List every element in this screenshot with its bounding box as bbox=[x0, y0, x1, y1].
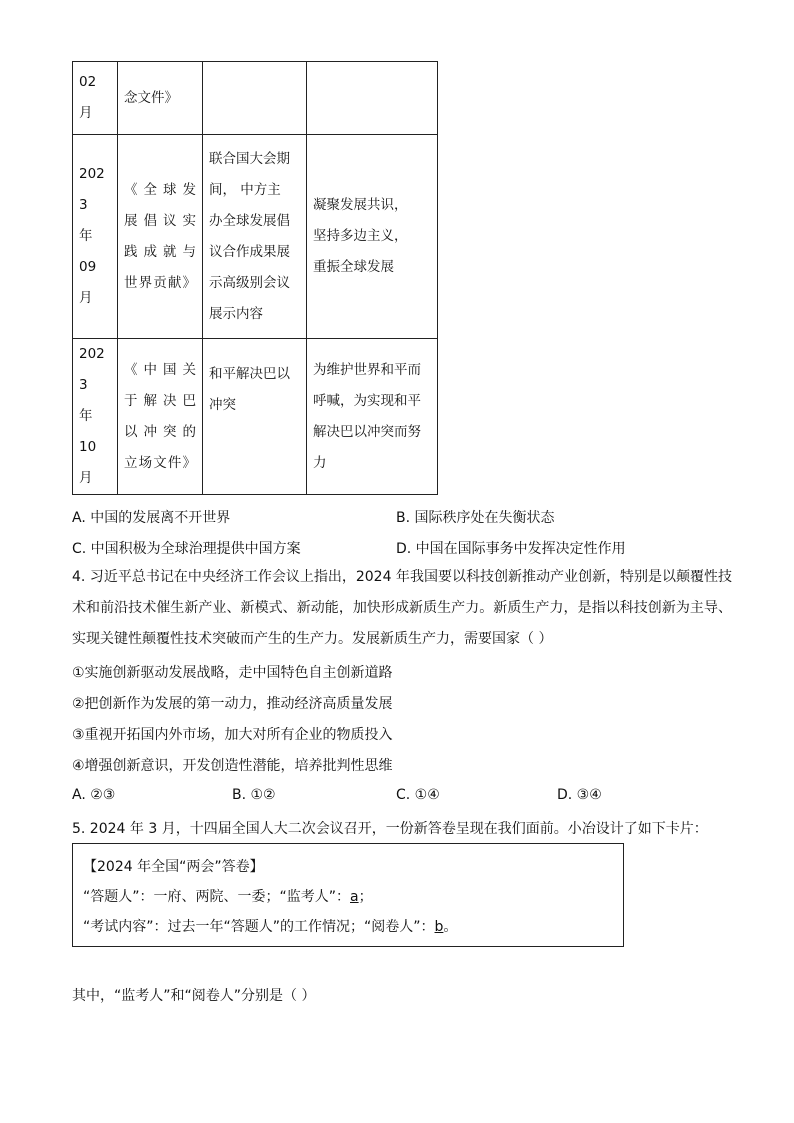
date-cell: 02 月 bbox=[73, 62, 118, 135]
question-5-prompt: 其中，“监考人”和“阅卷人”分别是（ ） bbox=[72, 988, 316, 1004]
card-line-1: “答题人”：一府、两院、一委；“监考人”：a； bbox=[83, 889, 373, 905]
date-cell: 2023 年 09 月 bbox=[73, 135, 118, 339]
blank-b: b bbox=[434, 919, 444, 935]
statement-4: ④增强创新意识，开发创造性潜能，培养批判性思维 bbox=[72, 758, 393, 774]
option-d[interactable]: D. 中国在国际事务中发挥决定性作用 bbox=[396, 541, 626, 557]
statement-2: ②把创新作为发展的第一动力，推动经济高质量发展 bbox=[72, 696, 393, 712]
document-title-cell: 念文件》 bbox=[118, 62, 203, 135]
occasion-cell: 和平解决巴以 冲突 bbox=[203, 339, 307, 495]
card-line-2: “考试内容”：过去一年“答题人”的工作情况；“阅卷人”：b。 bbox=[83, 919, 458, 935]
table-row bbox=[73, 135, 438, 339]
significance-cell: 凝聚发展共识， 坚持多边主义， 重振全球发展 bbox=[307, 135, 438, 339]
document-title-cell: 《全球发 展倡议实 践成就与 世界贡献》 bbox=[118, 135, 203, 339]
option-c[interactable]: C. 中国积极为全球治理提供中国方案 bbox=[72, 541, 301, 557]
option-b[interactable]: B. 国际秩序处在失衡状态 bbox=[396, 510, 555, 526]
events-table bbox=[72, 61, 438, 495]
question-4-stem: 4. 习近平总书记在中央经济工作会议上指出，2024 年我国要以科技创新推动产业创新，特别是以颠覆性技术和前沿技术催生新产业、新模式、新动能，加快形成新质生产力。新质生产力，是指以科技创新为主导、实现关键性颠覆性技术突破而产生的生产力。发展新质生产力，需要国家（ ） bbox=[72, 569, 732, 647]
answer-card bbox=[72, 843, 624, 947]
document-title-cell: 《中国关 于解决巴 以冲突的 立场文件》 bbox=[118, 339, 203, 495]
date-cell: 2023 年 10 月 bbox=[73, 339, 118, 495]
option-a[interactable]: A. 中国的发展离不开世界 bbox=[72, 510, 231, 526]
significance-cell: 为维护世界和平而 呼喊，为实现和平 解决巴以冲突而努 力 bbox=[307, 339, 438, 495]
option-b[interactable]: B. ①② bbox=[232, 787, 276, 803]
significance-cell bbox=[307, 62, 438, 135]
option-a[interactable]: A. ②③ bbox=[72, 787, 116, 803]
occasion-cell: 联合国大会期 间， 中方主 办全球发展倡 议合作成果展 示高级别会议 展示内容 bbox=[203, 135, 307, 339]
option-d[interactable]: D. ③④ bbox=[557, 787, 602, 803]
table-row bbox=[73, 339, 438, 495]
table-row bbox=[73, 62, 438, 135]
statement-3: ③重视开拓国内外市场，加大对所有企业的物质投入 bbox=[72, 727, 393, 743]
statement-1: ①实施创新驱动发展战略，走中国特色自主创新道路 bbox=[72, 665, 393, 681]
card-title: 【2024 年全国“两会”答卷】 bbox=[83, 859, 264, 875]
question-5-stem: 5. 2024 年 3 月，十四届全国人大二次会议召开，一份新答卷呈现在我们面前。小冶设计了如下卡片： bbox=[72, 821, 708, 837]
option-c[interactable]: C. ①④ bbox=[396, 787, 440, 803]
blank-a: a bbox=[350, 889, 359, 905]
occasion-cell bbox=[203, 62, 307, 135]
